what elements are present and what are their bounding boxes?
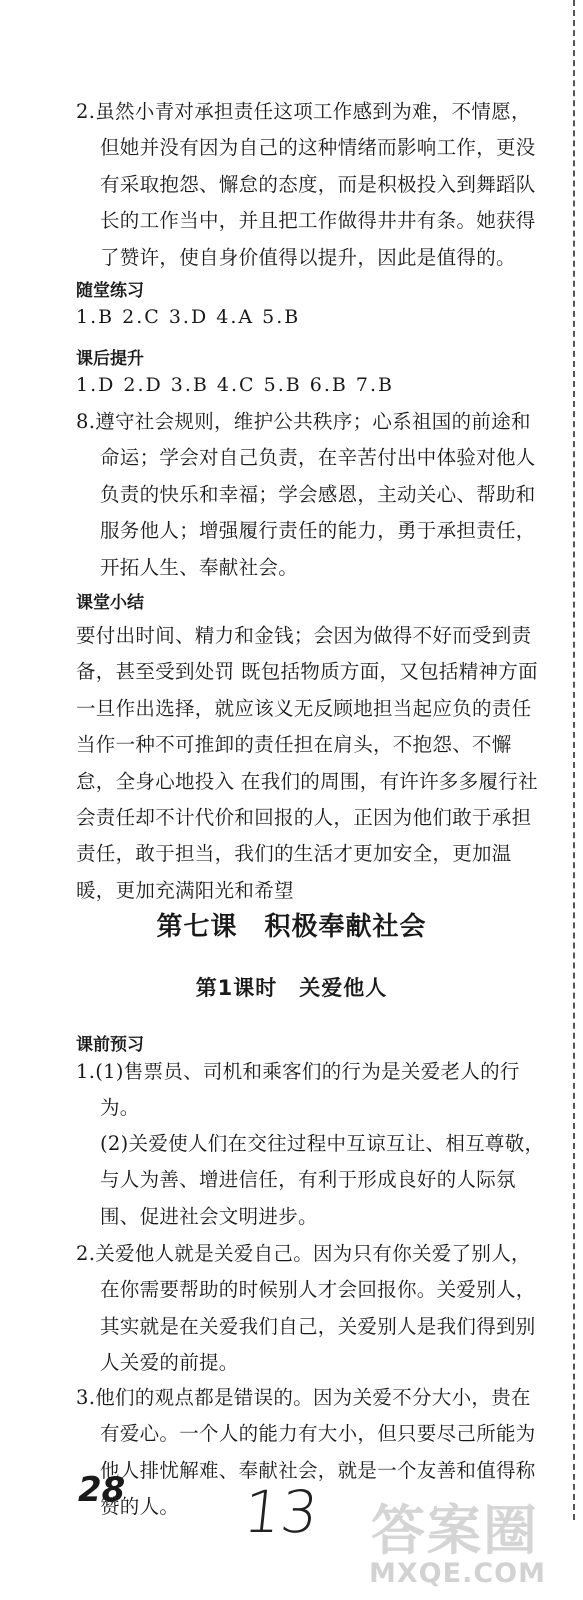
lesson-subtitle: 第1课时 关爱他人 bbox=[195, 976, 388, 1000]
section-heading-preview: 课前预习 bbox=[76, 1035, 144, 1055]
preview-item-1b: (2)关爱使人们在交往过程中互谅互让、相互尊敬，与人为善、增进信任，有利于形成良好的人际氛围、促进社会文明进步。 bbox=[100, 1132, 545, 1228]
summary-text: 要付出时间、精力和金钱；会因为做得不好而受到责备，甚至受到处罚 既包括物质方面，又包括精神方面 一旦作出选择，就应该义无反顾地担当起应负的责任 当作一种不可推卸的责任担在肩头，不抱怨、不懈怠，全身心地投入 在我们的周围，有许许多多履行社会责任却不计代价和回报的人，正因为他们敢于承担责任，敢于担当，我们的生活才更加安全，更加温暖，更加充满阳光和希望 bbox=[76, 624, 538, 902]
lesson-title: 第七课 积极奉献社会 bbox=[156, 912, 427, 942]
section-heading-improve: 课后提升 bbox=[76, 349, 144, 369]
improve-answers: 1.D 2.D 3.B 4.C 5.B 6.B 7.B bbox=[76, 374, 394, 396]
improve-item-8: 8.遵守社会规则，维护公共秩序；心系祖国的前途和命运；学会对自己负责，在辛苦付出中体验对他人负责的快乐和幸福；学会感恩，主动关心、帮助和服务他人；增强履行责任的能力，勇于承担责任，开拓人生、奉献社会。 bbox=[76, 410, 536, 579]
practice-answers: 1.B 2.C 3.D 4.A 5.B bbox=[76, 306, 301, 328]
watermark-url: MXQE.COM bbox=[369, 1558, 546, 1589]
watermark-logo bbox=[363, 1488, 573, 1598]
watermark-logo-text: 答案圈 bbox=[371, 1499, 539, 1562]
section-heading-practice: 随堂练习 bbox=[76, 281, 144, 301]
preview-item-2: 2.关爱他人就是关爱自己。因为只有你关爱了别人，在你需要帮助的时候别人才会回报你。关爱别人，其实就是在关爱我们自己，关爱别人是我们得到别人关爱的前提。 bbox=[76, 1242, 536, 1375]
section-heading-summary: 课堂小结 bbox=[76, 593, 144, 613]
answer-item-2: 2.虽然小青对承担责任这项工作感到为难，不情愿，但她并没有因为自己的这种情绪而影响工作，更没有采取抱怨、懈怠的态度，而是积极投入到舞蹈队长的工作当中，并且把工作做得井井有条。她获得了赞许，使自身价值得以提升，因此是值得的。 bbox=[76, 100, 536, 269]
preview-item-1a: 1.(1)售票员、司机和乘客们的行为是关爱老人的行为。 bbox=[76, 1060, 520, 1120]
preview-item-3: 3.他们的观点都是错误的。因为关爱不分大小，贵在有爱心。一个人的能力有大小，但只要尽己所能为他人排忧解难、奉献社会，就是一个友善和值得称赞的人。 bbox=[76, 1386, 536, 1519]
dashed-cut-line bbox=[573, 0, 575, 1520]
handwritten-mark: 13 bbox=[240, 1478, 322, 1546]
page-number: 28 bbox=[78, 1470, 126, 1510]
